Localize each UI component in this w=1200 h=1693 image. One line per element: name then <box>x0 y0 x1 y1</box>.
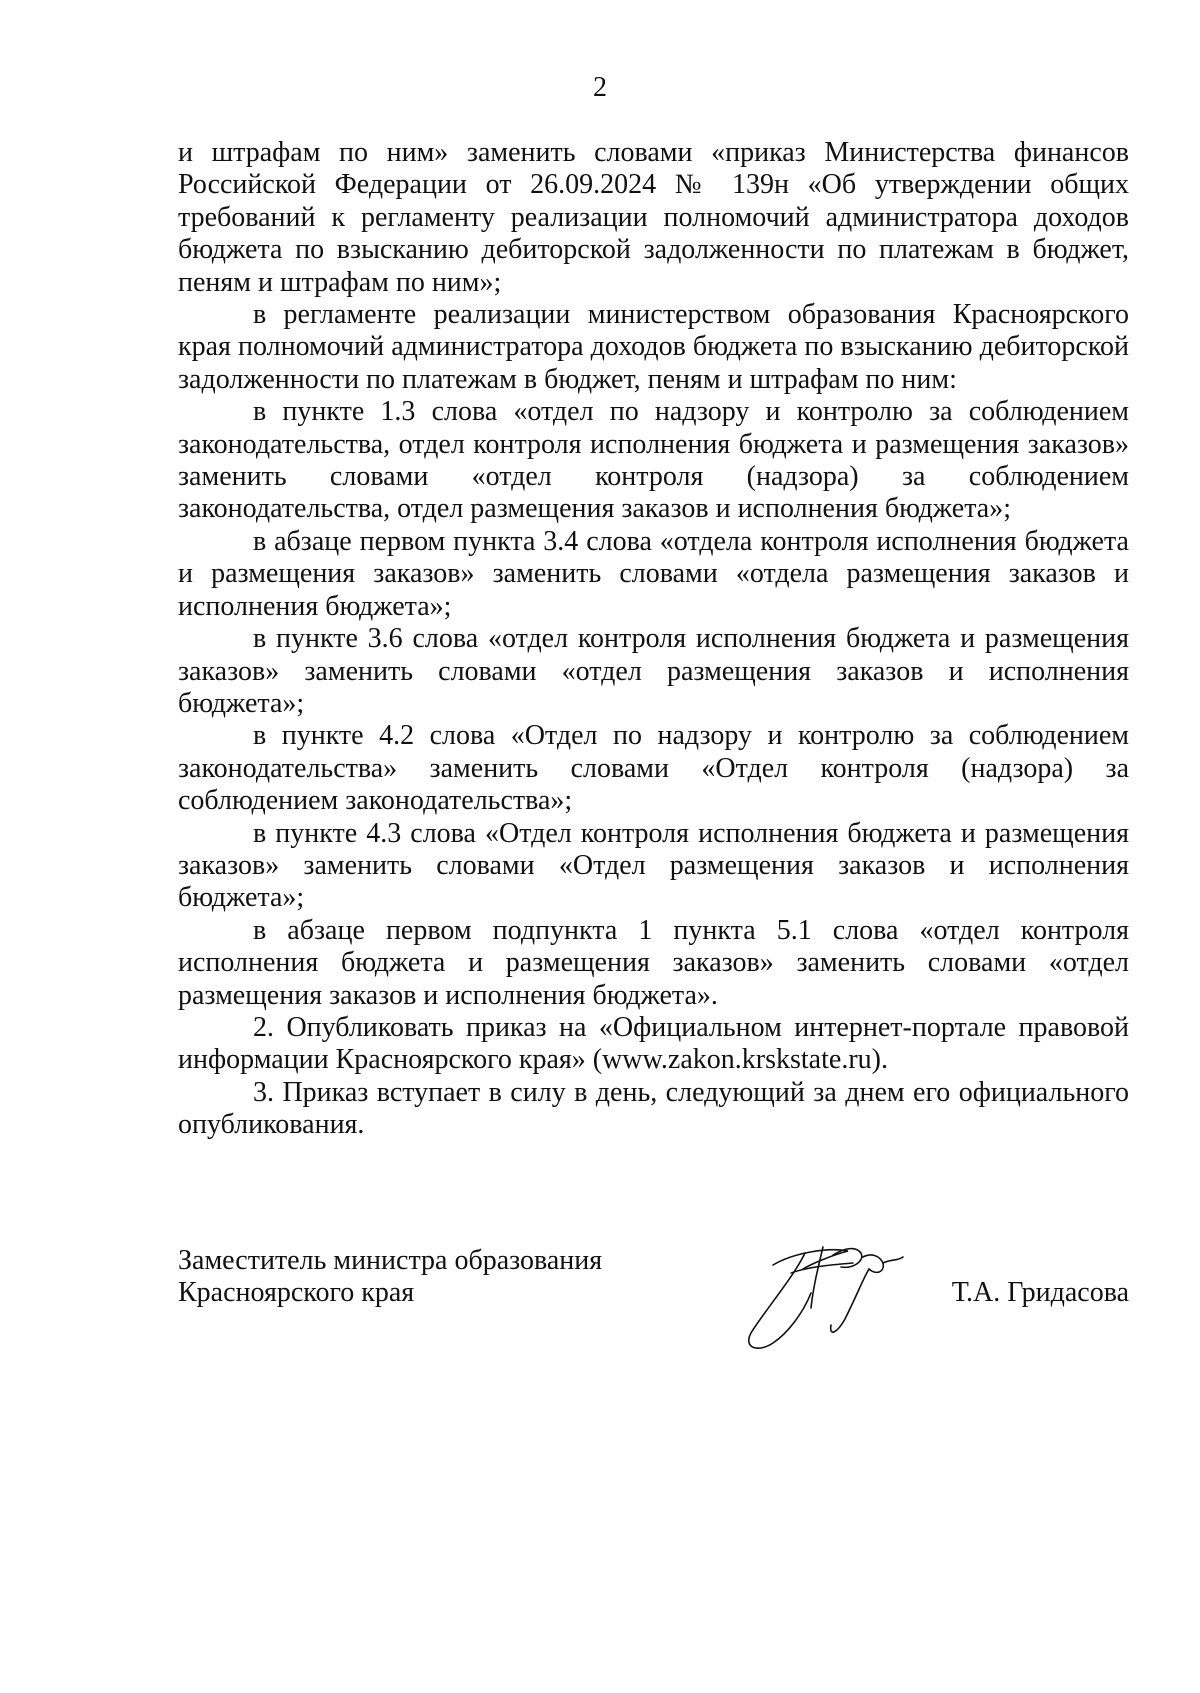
signer-name: Т.А. Гридасова <box>951 1277 1129 1308</box>
signer-position-line: Красноярского края <box>178 1277 415 1308</box>
paragraph: в пункте 4.2 слова «Отдел по надзору и контролю за соблюдением законодательства» заменить словами «Отдел контроля (надзора) за соблюдением законодательства»; <box>178 720 1129 817</box>
paragraph: 3. Приказ вступает в силу в день, следующий за днем его официального опубликования. <box>178 1076 1129 1141</box>
handwritten-signature <box>733 1233 913 1358</box>
signature-block <box>178 1245 1129 1405</box>
signer-position <box>178 1245 602 1309</box>
paragraph: в абзаце первом подпункта 1 пункта 5.1 слова «отдел контроля исполнения бюджета и размещения заказов» заменить словами «отдел размещения заказов и исполнения бюджета». <box>178 914 1129 1011</box>
paragraph: и штрафам по ним» заменить словами «приказ Министерства финансов Российской Федерации от 26.09.2024 № 139н «Об утверждении общих требований к регламенту реализации полномочий администратора доходов бюджета по взысканию дебиторской задолженности по платежам в бюджет, пеням и штрафам по ним»; <box>178 137 1129 298</box>
document-body <box>178 137 1129 1142</box>
paragraph: 2. Опубликовать приказ на «Официальном интернет-портале правовой информации Красноярского края» (www.zakon.krskstate.ru). <box>178 1011 1129 1076</box>
signer-position-line: Заместитель министра образования <box>178 1245 603 1276</box>
paragraph: в пункте 3.6 слова «отдел контроля исполнения бюджета и размещения заказов» заменить словами «отдел размещения заказов и исполнения бюджета»; <box>178 623 1129 719</box>
page-number: 2 <box>593 72 607 103</box>
paragraph: в регламенте реализации министерством образования Красноярского края полномочий администратора доходов бюджета по взысканию дебиторской задолженности по платежам в бюджет, пеням и штрафам по ним: <box>178 299 1129 395</box>
paragraph: в пункте 1.3 слова «отдел по надзору и контролю за соблюдением законодательства, отдел контроля исполнения бюджета и размещения заказов» заменить словами «отдел контроля (надзора) за соблюдением законодательства, отдел размещения заказов и исполнения бюджета»; <box>178 396 1129 525</box>
paragraph: в абзаце первом пункта 3.4 слова «отдела контроля исполнения бюджета и размещения заказов» заменить словами «отдела размещения заказов и исполнения бюджета»; <box>178 525 1129 622</box>
paragraph: в пункте 4.3 слова «Отдел контроля исполнения бюджета и размещения заказов» заменить словами «Отдел размещения заказов и исполнения бюджета»; <box>178 817 1129 914</box>
